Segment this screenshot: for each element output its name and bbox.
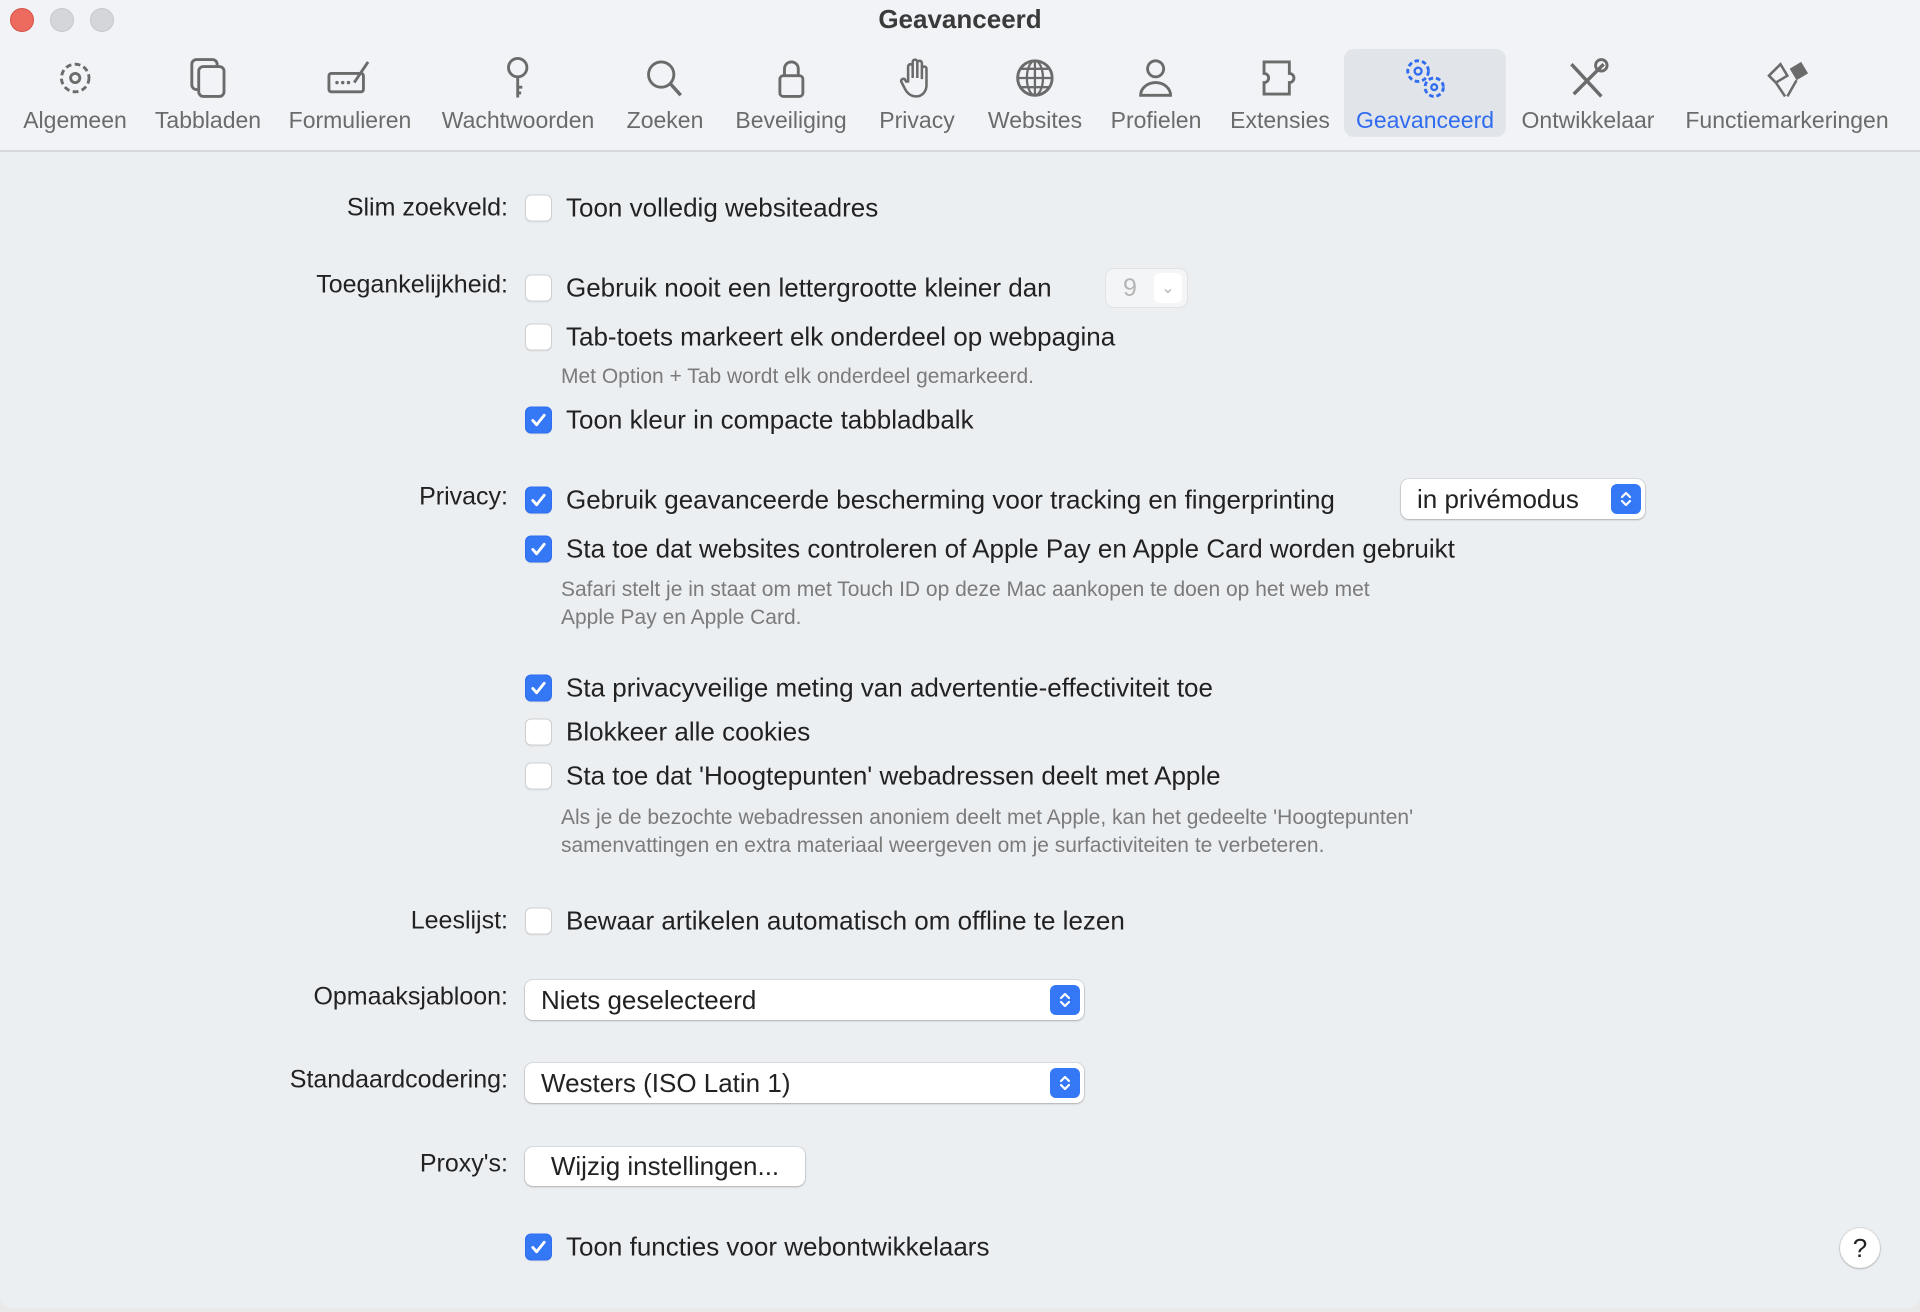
checkbox[interactable] xyxy=(525,536,552,563)
updown-chevron-icon xyxy=(1050,985,1080,1015)
tab-beveiliging[interactable] xyxy=(725,49,856,137)
highlights-hint: Als je de bezochte webadressen anoniem deelt met Apple, kan het gedeelte 'Hoogtepunten' xyxy=(561,806,1414,829)
stylesheet-popup[interactable] xyxy=(525,980,1084,1020)
option-label: Sta toe dat websites controleren of Apple Pay en Apple Card worden gebruikt xyxy=(566,533,1455,564)
privacy-label: Privacy: xyxy=(419,482,508,511)
checkbox[interactable] xyxy=(525,275,552,302)
developer-features-checkbox[interactable] xyxy=(525,1232,989,1263)
tools-icon xyxy=(1565,55,1611,101)
tab-formulieren[interactable] xyxy=(279,49,422,137)
option-label: Toon functies voor webontwikkelaars xyxy=(566,1231,990,1262)
tabs-icon xyxy=(185,55,231,101)
compact-color-checkbox[interactable] xyxy=(525,405,974,436)
popup-value: in privémodus xyxy=(1417,483,1579,514)
proxies-label: Proxy's: xyxy=(419,1149,508,1178)
checkbox[interactable] xyxy=(525,763,552,790)
option-label: Sta privacyveilige meting van advertentie-effectiviteit toe xyxy=(566,672,1213,703)
checkmark-icon xyxy=(529,540,548,559)
tab-profielen[interactable] xyxy=(1101,49,1212,137)
option-label: Toon kleur in compacte tabbladbalk xyxy=(566,404,974,435)
tab-label: Beveiliging xyxy=(735,107,847,133)
key-icon xyxy=(495,55,541,101)
tab-label: Extensies xyxy=(1230,107,1330,133)
tab-algemeen[interactable] xyxy=(13,49,137,137)
puzzle-icon xyxy=(1257,55,1303,101)
tab-ontwikkelaar[interactable] xyxy=(1512,49,1665,137)
offline-reading-checkbox[interactable] xyxy=(525,906,1125,937)
change-proxy-settings-button[interactable]: Wijzig instellingen... xyxy=(525,1147,805,1186)
toolbar xyxy=(0,0,1920,152)
option-label: Toon volledig websiteadres xyxy=(566,192,879,223)
checkbox[interactable] xyxy=(525,675,552,702)
updown-chevron-icon xyxy=(1611,484,1641,514)
checkmark-icon xyxy=(529,679,548,698)
chevron-down-icon: ⌄ xyxy=(1154,273,1182,303)
option-label: Gebruik geavanceerde bescherming voor tracking en fingerprinting xyxy=(566,484,1335,515)
option-label: Tab-toets markeert elk onderdeel op webpagina xyxy=(566,321,1116,352)
apple-pay-checkbox[interactable] xyxy=(525,534,1455,565)
full-address-checkbox[interactable] xyxy=(525,193,878,224)
checkmark-icon xyxy=(529,411,548,430)
checkmark-icon xyxy=(529,491,548,510)
checkbox[interactable] xyxy=(525,195,552,222)
gears-icon xyxy=(1402,55,1448,101)
min-font-size-select[interactable] xyxy=(1106,269,1187,307)
highlights-checkbox[interactable] xyxy=(525,761,1221,792)
apple-pay-hint: Apple Pay en Apple Card. xyxy=(561,606,802,629)
lock-icon xyxy=(768,55,814,101)
help-button[interactable]: ? xyxy=(1840,1228,1880,1268)
tab-label: Profielen xyxy=(1110,107,1202,133)
checkbox[interactable] xyxy=(525,908,552,935)
tab-privacy[interactable] xyxy=(869,49,964,137)
tab-zoeken[interactable] xyxy=(617,49,714,137)
stylesheet-label: Opmaaksjabloon: xyxy=(313,982,508,1011)
ad-measurement-checkbox[interactable] xyxy=(525,673,1213,704)
person-icon xyxy=(1133,55,1179,101)
smart-search-label: Slim zoekveld: xyxy=(346,193,508,222)
encoding-label: Standaardcodering: xyxy=(289,1065,508,1094)
tab-label: Formulieren xyxy=(288,107,412,133)
tab-key-checkbox[interactable] xyxy=(525,322,1115,353)
font-size-value: 9 xyxy=(1123,273,1137,302)
checkbox[interactable] xyxy=(525,487,552,514)
tab-tabbladen[interactable] xyxy=(145,49,271,137)
tab-key-hint: Met Option + Tab wordt elk onderdeel gemarkeerd. xyxy=(561,365,1034,388)
tab-wachtwoorden[interactable] xyxy=(432,49,605,137)
block-cookies-checkbox[interactable] xyxy=(525,717,810,748)
search-icon xyxy=(642,55,688,101)
tab-label: Geavanceerd xyxy=(1355,107,1495,133)
option-label: Bewaar artikelen automatisch om offline te lezen xyxy=(566,905,1125,936)
tab-label: Algemeen xyxy=(23,107,127,133)
accessibility-label: Toegankelijkheid: xyxy=(316,270,508,299)
globe-icon xyxy=(1012,55,1058,101)
checkbox[interactable] xyxy=(525,719,552,746)
tab-label: Ontwikkelaar xyxy=(1521,107,1655,133)
hand-icon xyxy=(894,55,940,101)
updown-chevron-icon xyxy=(1050,1068,1080,1098)
form-icon xyxy=(327,55,373,101)
tab-geavanceerd[interactable] xyxy=(1344,49,1506,137)
tab-label: Wachtwoorden xyxy=(441,107,595,133)
option-label: Gebruik nooit een lettergrootte kleiner dan xyxy=(566,272,1052,303)
reading-list-label: Leeslijst: xyxy=(410,906,508,935)
checkbox[interactable] xyxy=(525,407,552,434)
tab-label: Tabbladen xyxy=(154,107,262,133)
tab-functiemarkeringen[interactable] xyxy=(1675,49,1898,137)
tab-label: Websites xyxy=(987,107,1083,133)
popup-value: Westers (ISO Latin 1) xyxy=(541,1067,791,1098)
min-font-checkbox[interactable] xyxy=(525,273,1052,304)
apple-pay-hint: Safari stelt je in staat om met Touch ID op deze Mac aankopen te doen op het web met xyxy=(561,578,1370,601)
option-label: Sta toe dat 'Hoogtepunten' webadressen deelt met Apple xyxy=(566,760,1221,791)
tab-websites[interactable] xyxy=(978,49,1092,137)
tab-label: Functiemarkeringen xyxy=(1685,107,1889,133)
window-title: Geavanceerd xyxy=(878,4,1042,34)
gear-icon xyxy=(52,55,98,101)
protection-mode-popup[interactable] xyxy=(1401,479,1645,519)
encoding-popup[interactable] xyxy=(525,1063,1084,1103)
tab-label: Zoeken xyxy=(626,107,704,133)
option-label: Blokkeer alle cookies xyxy=(566,716,811,747)
popup-value: Niets geselecteerd xyxy=(541,984,757,1015)
checkbox[interactable] xyxy=(525,1234,552,1261)
flags-icon xyxy=(1764,55,1810,101)
adv-protection-checkbox[interactable] xyxy=(525,485,1335,516)
checkbox[interactable] xyxy=(525,324,552,351)
checkmark-icon xyxy=(529,1238,548,1257)
tab-label: Privacy xyxy=(879,107,955,133)
tab-extensies[interactable] xyxy=(1220,49,1340,137)
highlights-hint: samenvattingen en extra materiaal weergeven om je surfactiviteiten te verbeteren. xyxy=(561,834,1325,857)
